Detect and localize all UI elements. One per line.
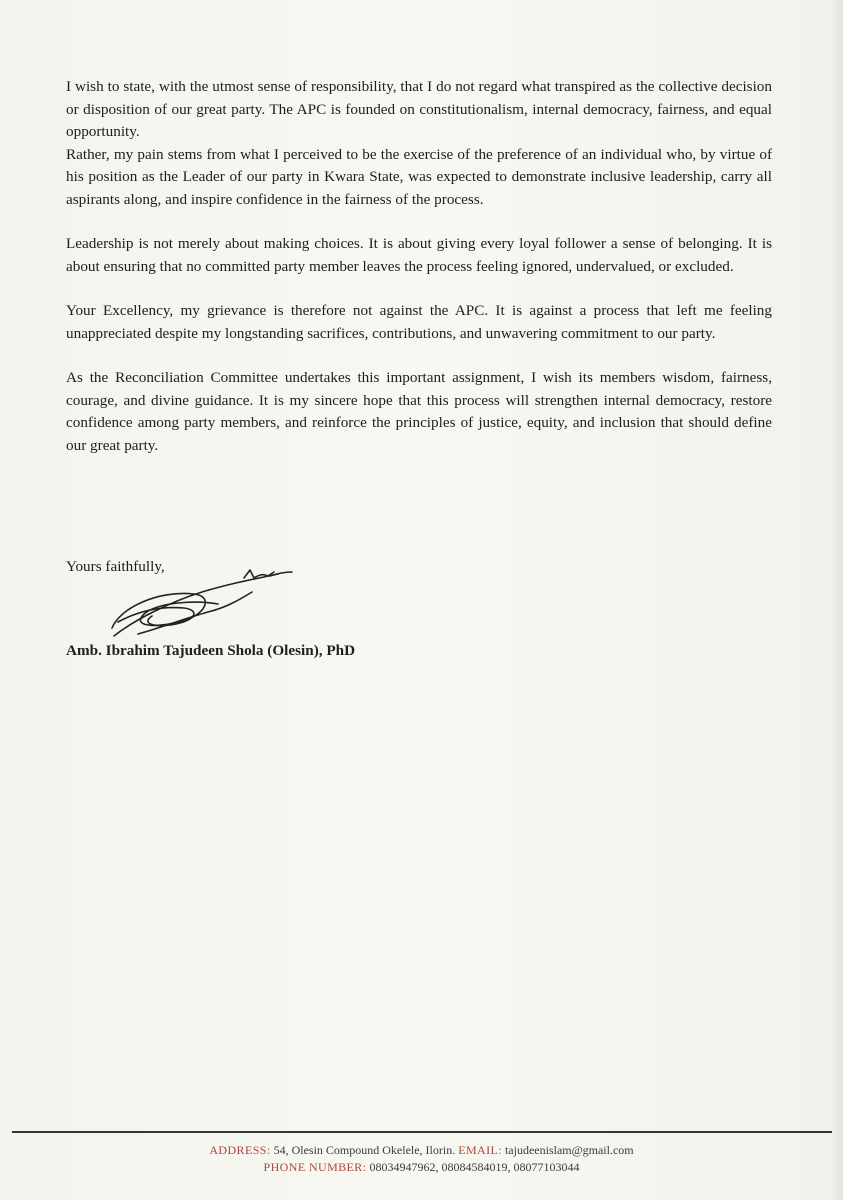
- address-value: 54, Olesin Compound Okelele, Ilorin.: [273, 1143, 456, 1157]
- email-value: tajudeenislam@gmail.com: [504, 1143, 634, 1157]
- footer-address-line: [0, 1143, 843, 1158]
- page-fold-shadow: [829, 0, 843, 1200]
- footer-phone-line: [0, 1160, 843, 1175]
- footer-divider: [12, 1131, 832, 1133]
- email-label: EMAIL:: [458, 1143, 502, 1157]
- address-label: ADDRESS:: [209, 1143, 271, 1157]
- paragraph-responsibility: I wish to state, with the utmost sense of responsibility, that I do not regard what transpired as the collective decision or disposition of our great party. The APC is founded on constitutionalism, internal democracy, fairness, and equal opportunity.: [66, 78, 772, 140]
- paragraph-pain: Rather, my pain stems from what I perceived to be the exercise of the preference of an individual who, by virtue of his position as the Leader of our party in Kwara State, was expected to demonstrate inclusive leadership, carry all aspirants along, and inspire confidence in the fairness of the process.: [66, 145, 772, 208]
- closing-salutation: Yours faithfully,: [66, 558, 165, 575]
- phone-label: PHONE NUMBER:: [263, 1160, 367, 1174]
- paragraph-grievance: Your Excellency, my grievance is therefore not against the APC. It is against a process that left me feeling unappreciated despite my longstanding sacrifices, contributions, and unwavering commitment to our party.: [66, 302, 772, 342]
- paragraph-leadership: Leadership is not merely about making choices. It is about giving every loyal follower a sense of belonging. It is about ensuring that no committed party member leaves the process feeling ignored, undervalued, or excluded.: [66, 235, 772, 275]
- signer-name: Amb. Ibrahim Tajudeen Shola (Olesin), PhD: [66, 642, 356, 659]
- paragraph-reconciliation: As the Reconciliation Committee undertakes this important assignment, I wish its members wisdom, fairness, courage, and divine guidance. It is my sincere hope that this process will strengthen internal democracy, restore confidence among party members, and reinforce the principles of justice, equity, and inclusion that should define our great party.: [66, 369, 772, 454]
- phone-value: 08034947962, 08084584019, 08077103044: [369, 1160, 580, 1174]
- letter-body: [66, 76, 772, 457]
- handwritten-signature: [100, 562, 300, 644]
